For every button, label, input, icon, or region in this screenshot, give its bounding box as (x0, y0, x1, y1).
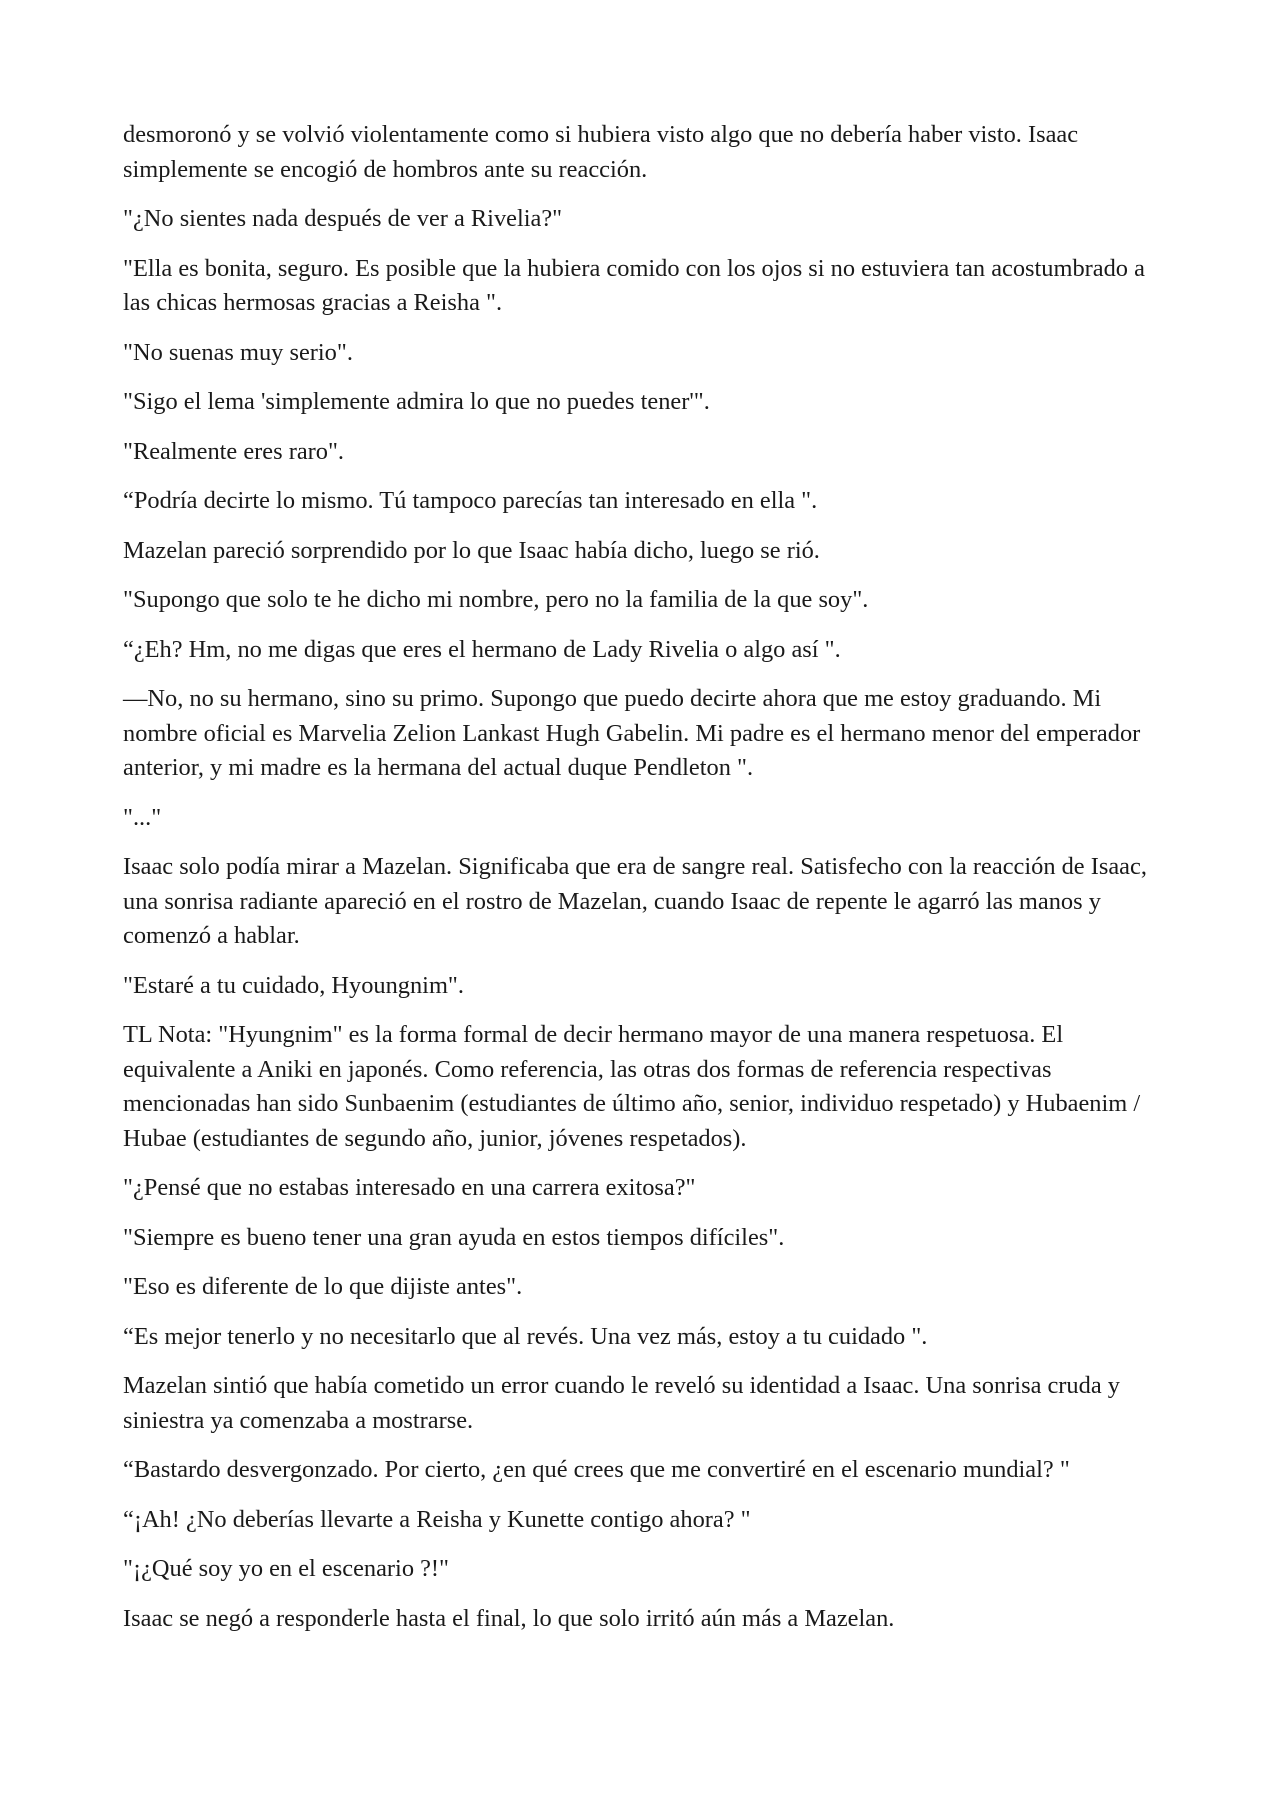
paragraph: “Podría decirte lo mismo. Tú tampoco parecías tan interesado en ella ". (123, 487, 818, 514)
paragraph: "Siempre es bueno tener una gran ayuda en estos tiempos difíciles". (123, 1223, 785, 1251)
paragraph: “Bastardo desvergonzado. Por cierto, ¿en qué crees que me convertiré en el escenario mundial? " (123, 1456, 1070, 1483)
translator-note: TL Nota: "Hyungnim" es la forma formal de decir hermano mayor de una manera respetuosa. El equivalente a Aniki en japonés. Como referencia, las otras dos formas de referencia respectivas mencionadas han sido Sunbaenim (estudiantes de último año, senior, individuo respetado) y Hubaenim / Hubae (estudiantes de segundo año, junior, jóvenes respetados). (123, 1021, 1141, 1152)
paragraph: Mazelan pareció sorprendido por lo que Isaac había dicho, luego se rió. (123, 536, 820, 564)
paragraph: desmoronó y se volvió violentamente como si hubiera visto algo que no debería haber visto. Isaac simplemente se encogió de hombros ante su reacción. (123, 121, 1079, 183)
paragraph: "¡¿Qué soy yo en el escenario ?!" (123, 1555, 450, 1582)
paragraph: "Eso es diferente de lo que dijiste antes". (123, 1273, 523, 1300)
paragraph: "¿Pensé que no estabas interesado en una carrera exitosa?" (123, 1174, 696, 1201)
paragraph: "Realmente eres raro". (123, 437, 345, 465)
paragraph: “¿Eh? Hm, no me digas que eres el hermano de Lady Rivelia o algo así ". (123, 635, 841, 663)
paragraph: "Ella es bonita, seguro. Es posible que la hubiera comido con los ojos si no estuviera tan acostumbrado a las chicas hermosas gracias a Reisha ". (123, 254, 1145, 316)
paragraph: “Es mejor tenerlo y no necesitarlo que al revés. Una vez más, estoy a tu cuidado ". (123, 1322, 928, 1350)
paragraph: Isaac solo podía mirar a Mazelan. Significaba que era de sangre real. Satisfecho con la reacción de Isaac, una sonrisa radiante apareció en el rostro de Mazelan, cuando Isaac de repente le agarró las manos y comenzó a hablar. (123, 853, 1147, 949)
paragraph: "Estaré a tu cuidado, Hyoungnim". (123, 971, 464, 999)
paragraph: "Sigo el lema 'simplemente admira lo que no puedes tener'". (123, 388, 710, 415)
paragraph: “¡Ah! ¿No deberías llevarte a Reisha y Kunette contigo ahora? " (123, 1505, 751, 1533)
paragraph: "Supongo que solo te he dicho mi nombre, pero no la familia de la que soy". (123, 586, 869, 613)
paragraph: Isaac se negó a responderle hasta el final, lo que solo irritó aún más a Mazelan. (123, 1604, 895, 1632)
document-page (123, 118, 1168, 1651)
paragraph: Mazelan sintió que había cometido un error cuando le reveló su identidad a Isaac. Una sonrisa cruda y siniestra ya comenzaba a mostrarse. (123, 1372, 1120, 1434)
paragraph: —No, no su hermano, sino su primo. Supongo que puedo decirte ahora que me estoy graduando. Mi nombre oficial es Marvelia Zelion Lankast Hugh Gabelin. Mi padre es el hermano menor del emperador anterior, y mi madre es la hermana del actual duque Pendleton ". (123, 685, 1141, 781)
paragraph: "¿No sientes nada después de ver a Rivelia?" (123, 205, 563, 232)
paragraph: "No suenas muy serio". (123, 338, 353, 366)
paragraph: "..." (123, 803, 162, 831)
